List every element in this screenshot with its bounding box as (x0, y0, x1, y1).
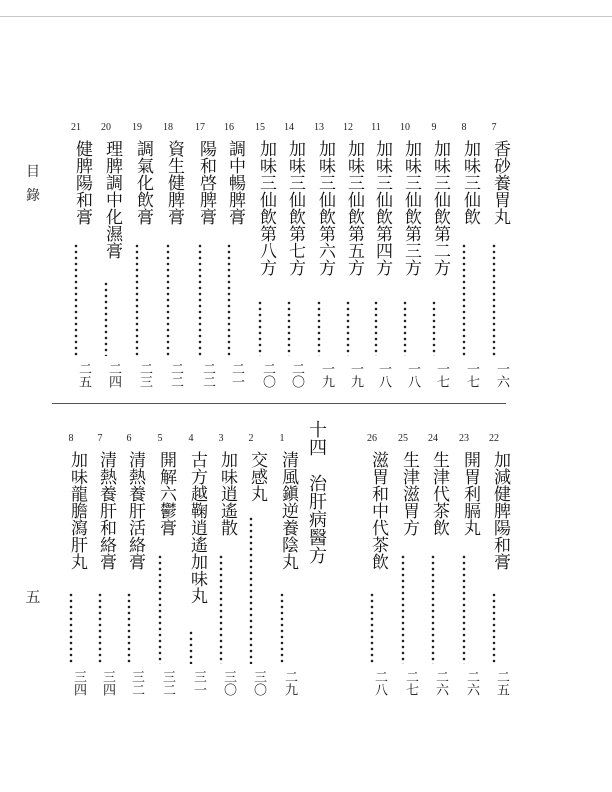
entry-title: 調氣化飲膏 (133, 140, 153, 225)
dot-leader (462, 243, 466, 356)
toc-entry (449, 122, 479, 392)
entry-page-number: 一九 (348, 362, 363, 388)
entry-number: 7 (97, 433, 103, 444)
dot-leader (258, 300, 262, 356)
entry-title: 清熱養肝活絡膏 (125, 451, 145, 570)
toc-entry (357, 433, 387, 700)
entry-title: 生津滋胃方 (399, 451, 419, 536)
entry-title: 古方越鞠逍遙加味丸 (187, 451, 207, 604)
entry-page-number: 一七 (464, 362, 479, 388)
entry-page-number: 二五 (76, 362, 91, 388)
side-title-char: 錄 (26, 188, 40, 204)
entry-page-number: 三四 (71, 670, 86, 696)
dot-leader (219, 554, 223, 664)
entry-page-number: 二三 (137, 362, 152, 388)
dot-leader (135, 243, 139, 356)
toc-entry (419, 122, 449, 392)
entry-title: 加味三仙飲第二方 (430, 140, 450, 276)
entry-title: 加味三仙飲第八方 (256, 140, 276, 276)
entry-title: 加味三仙飲第七方 (285, 140, 305, 276)
entry-number: 21 (71, 122, 81, 133)
toc-entry (388, 433, 418, 700)
dot-leader (104, 281, 108, 356)
entry-title: 資生健脾膏 (164, 140, 184, 225)
toc-entry (214, 122, 244, 392)
dot-leader (492, 592, 496, 664)
toc-entry (185, 122, 215, 392)
entry-title: 加味逍遙散 (217, 451, 237, 536)
entry-number: 18 (163, 122, 173, 133)
entry-page-number: 二〇 (289, 362, 304, 388)
toc-entry (304, 122, 334, 392)
entry-number: 8 (68, 433, 74, 444)
entry-page-number: 二六 (433, 670, 448, 696)
entry-title: 開解六鬱膏 (156, 451, 176, 536)
entry-page-number: 二二 (200, 362, 215, 388)
toc-entry (479, 433, 509, 700)
entry-number: 24 (428, 433, 438, 444)
entry-title: 交感丸 (247, 451, 267, 502)
toc-entry (245, 122, 275, 392)
section-divider (52, 403, 506, 404)
toc-entry (85, 433, 115, 700)
toc-entry (56, 433, 86, 700)
dot-leader (166, 243, 170, 356)
entry-number: 7 (491, 122, 497, 133)
entry-page-number: 一七 (434, 362, 449, 388)
entry-number: 25 (398, 433, 408, 444)
entry-number: 10 (400, 122, 410, 133)
toc-entry (153, 122, 183, 392)
entry-page-number: 二九 (282, 670, 297, 696)
dot-leader (462, 554, 466, 664)
toc-entry (61, 122, 91, 392)
entry-number: 6 (126, 433, 132, 444)
toc-entry (91, 122, 121, 392)
entry-title: 加味三仙飲 (460, 140, 480, 225)
entry-title: 開胃利膈丸 (460, 451, 480, 536)
entry-number: 11 (371, 122, 381, 133)
top-rule (0, 16, 612, 17)
dot-leader (431, 554, 435, 664)
entry-title: 生津代茶飲 (429, 451, 449, 536)
entry-page-number: 三二 (160, 670, 175, 696)
dot-leader (74, 243, 78, 356)
entry-page-number: 二〇 (260, 362, 275, 388)
entry-number: 22 (489, 433, 499, 444)
toc-entry (176, 433, 206, 700)
dot-leader (158, 554, 162, 664)
dot-leader (346, 300, 350, 356)
page-number: 五 (25, 588, 41, 606)
entry-title: 加味龍膽瀉肝丸 (67, 451, 87, 570)
dot-leader (287, 300, 291, 356)
entry-page-number: 三〇 (221, 670, 236, 696)
entry-number: 20 (101, 122, 111, 133)
dot-leader (317, 300, 321, 356)
entry-number: 23 (459, 433, 469, 444)
entry-title: 滋胃和中代茶飲 (368, 451, 388, 570)
entry-number: 4 (188, 433, 194, 444)
entry-page-number: 二二 (168, 362, 183, 388)
entry-number: 1 (279, 433, 285, 444)
entry-number: 9 (431, 122, 437, 133)
entry-title: 加減健脾陽和膏 (490, 451, 510, 570)
entry-page-number: 一六 (494, 362, 509, 388)
entry-page-number: 三一 (191, 670, 206, 696)
entry-title: 清風鎭逆養陰丸 (278, 451, 298, 570)
toc-entry (479, 122, 509, 392)
entry-number: 3 (218, 433, 224, 444)
side-title (24, 160, 42, 208)
toc-entry (122, 122, 152, 392)
toc-entry (267, 433, 297, 700)
entry-page-number: 一八 (376, 362, 391, 388)
entry-number: 14 (284, 122, 294, 133)
toc-entry (390, 122, 420, 392)
entry-page-number: 二五 (494, 670, 509, 696)
entry-title: 清熱養肝和絡膏 (96, 451, 116, 570)
entry-title: 理脾調中化濕膏 (102, 140, 122, 259)
entry-number: 2 (248, 433, 254, 444)
dot-leader (227, 243, 231, 356)
entry-title: 加味三仙飲第四方 (372, 140, 392, 276)
dot-leader (403, 300, 407, 356)
toc-entry (145, 433, 175, 700)
toc-entry (418, 433, 448, 700)
section-heading: 十四 治肝病醫方 (306, 420, 327, 564)
toc-entry (114, 433, 144, 700)
entry-page-number: 二八 (372, 670, 387, 696)
entry-page-number: 二一 (229, 362, 244, 388)
dot-leader (98, 592, 102, 664)
entry-page-number: 二六 (464, 670, 479, 696)
dot-leader (492, 243, 496, 356)
toc-entry (333, 122, 363, 392)
entry-page-number: 三〇 (251, 670, 266, 696)
entry-title: 加味三仙飲第三方 (401, 140, 421, 276)
dot-leader (401, 554, 405, 664)
entry-number: 13 (314, 122, 324, 133)
toc-entry (206, 433, 236, 700)
entry-title: 陽和啓脾膏 (196, 140, 216, 225)
entry-title: 調中暢脾膏 (225, 140, 245, 225)
dot-leader (198, 243, 202, 356)
entry-page-number: 三四 (100, 670, 115, 696)
dot-leader (280, 592, 284, 664)
toc-entry (236, 433, 266, 700)
entry-title: 健脾陽和膏 (72, 140, 92, 225)
dot-leader (432, 300, 436, 356)
entry-page-number: 一八 (405, 362, 420, 388)
entry-number: 26 (367, 433, 377, 444)
entry-number: 12 (343, 122, 353, 133)
entry-number: 16 (224, 122, 234, 133)
dot-leader (370, 592, 374, 664)
entry-number: 17 (195, 122, 205, 133)
entry-number: 8 (461, 122, 467, 133)
entry-page-number: 三二 (129, 670, 144, 696)
toc-entry (361, 122, 391, 392)
dot-leader (249, 516, 253, 664)
toc-entry (274, 122, 304, 392)
entry-number: 15 (255, 122, 265, 133)
entry-page-number: 二四 (106, 362, 121, 388)
entry-title: 加味三仙飲第六方 (315, 140, 335, 276)
entry-title: 加味三仙飲第五方 (344, 140, 364, 276)
entry-number: 19 (132, 122, 142, 133)
dot-leader (127, 592, 131, 664)
dot-leader (69, 592, 73, 664)
entry-page-number: 二七 (403, 670, 418, 696)
entry-number: 5 (157, 433, 163, 444)
side-title-char: 目 (26, 164, 40, 180)
dot-leader (189, 630, 193, 664)
dot-leader (374, 300, 378, 356)
toc-entry (449, 433, 479, 700)
entry-title: 香砂養胃丸 (490, 140, 510, 225)
entry-page-number: 一九 (319, 362, 334, 388)
